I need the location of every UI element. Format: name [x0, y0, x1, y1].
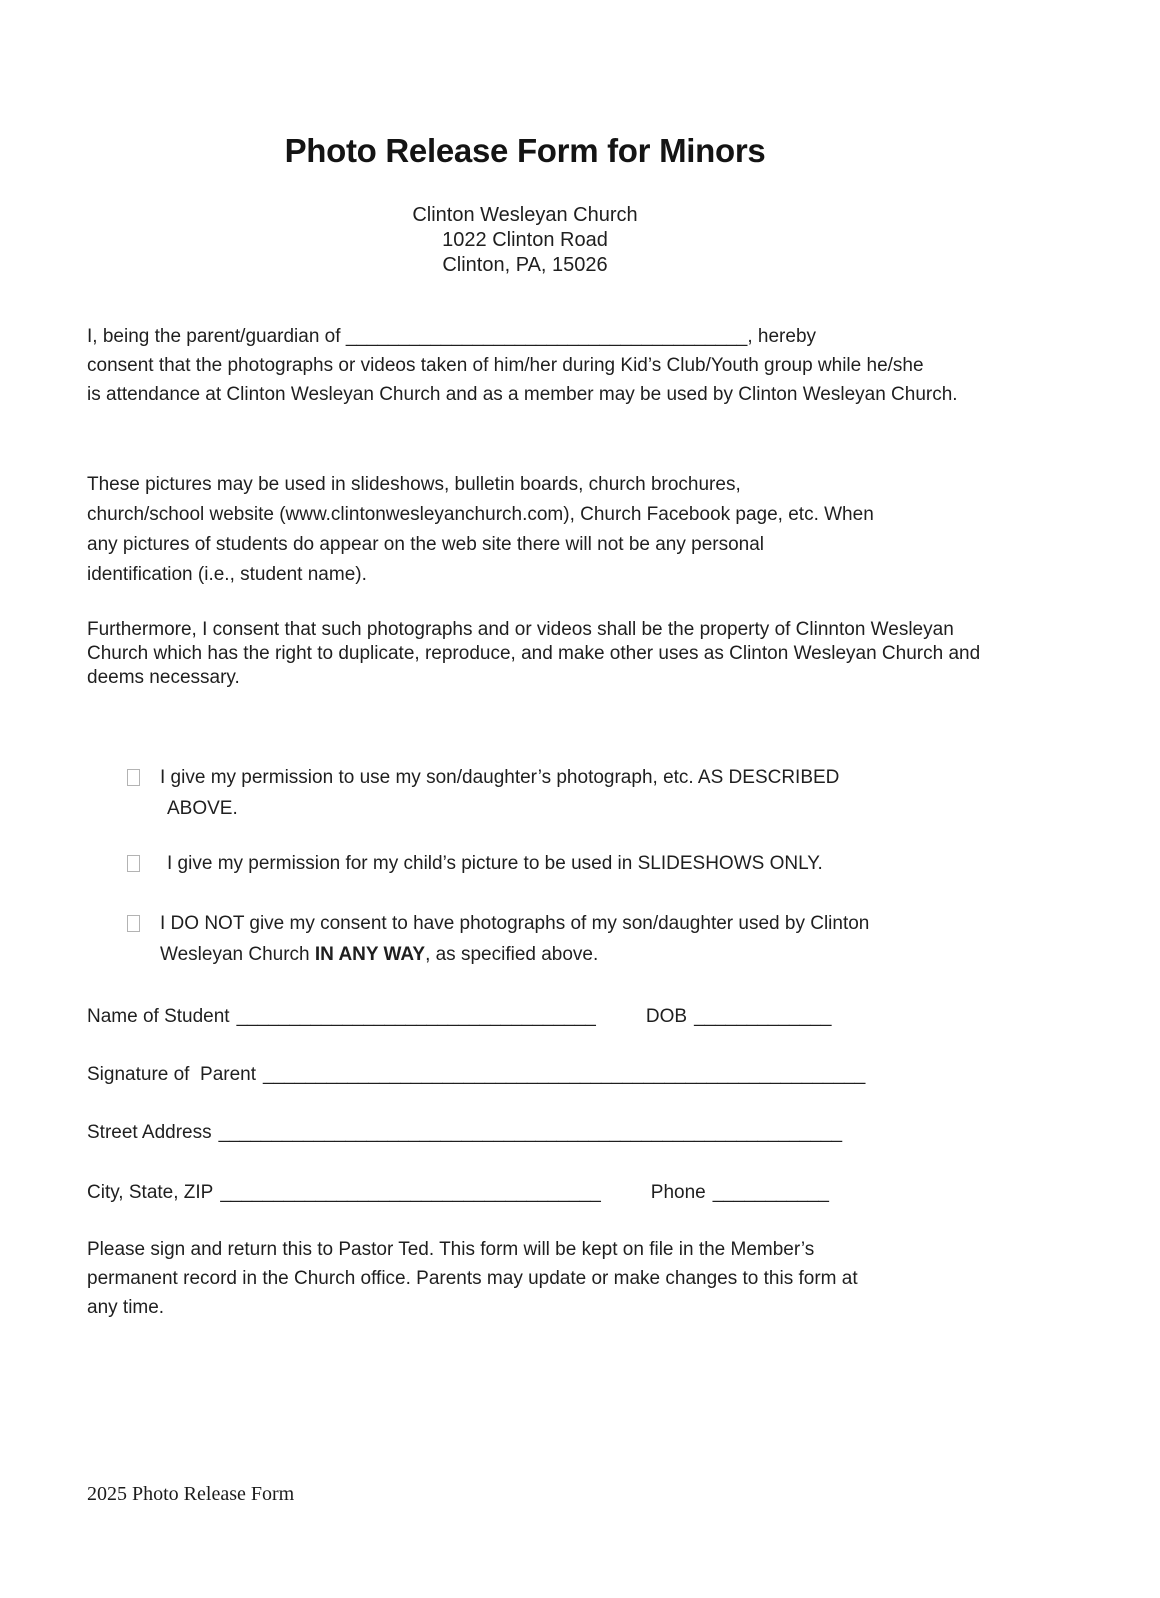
- option-1-line-2: ABOVE.: [167, 798, 238, 819]
- student-name-field-row: [87, 1002, 1160, 1032]
- option-3-line-1: I DO NOT give my consent to have photographs of my son/daughter used by Clinton: [160, 913, 870, 934]
- footer-form-name: 2025 Photo Release Form: [87, 1483, 295, 1505]
- property-line-3: deems necessary.: [87, 667, 240, 688]
- street-address-label: Street Address: [87, 1122, 212, 1143]
- parent-guardian-name-blank[interactable]: ______________________________________: [345, 326, 748, 347]
- option-no-consent-text: [160, 908, 869, 970]
- parent-signature-label: Signature of Parent: [87, 1064, 256, 1085]
- closing-line-1: Please sign and return this to Pastor Ted. This form will be kept on file in the Member’s: [87, 1239, 815, 1260]
- usage-line-3: any pictures of students do appear on the web site there will not be any personal: [87, 534, 765, 555]
- option-permission-full-text: [160, 762, 839, 824]
- property-line-2: Church which has the right to duplicate, reproduce, and make other uses as Clinton Wesleyan Church and: [87, 643, 981, 664]
- student-name-blank[interactable]: __________________________________: [236, 1006, 596, 1027]
- usage-line-2: church/school website (www.clintonwesleyanchurch.com), Church Facebook page, etc. When: [87, 504, 874, 525]
- checkbox-icon[interactable]: [127, 855, 140, 872]
- student-name-label: Name of Student: [87, 1006, 230, 1027]
- form-title: Photo Release Form for Minors: [284, 132, 766, 169]
- intro-text-pre: I, being the parent/guardian of: [87, 326, 346, 347]
- option-3-line-2-pre: Wesleyan Church: [160, 944, 315, 965]
- checkbox-icon[interactable]: [127, 769, 140, 786]
- usage-paragraph: [87, 470, 1100, 590]
- usage-line-4: identification (i.e., student name).: [87, 564, 367, 585]
- usage-line-1: These pictures may be used in slideshows, bulletin boards, church brochures,: [87, 474, 741, 495]
- option-no-consent[interactable]: [127, 908, 1100, 970]
- form-header: [0, 0, 1050, 169]
- street-address-field-row: [87, 1118, 1160, 1148]
- city-state-zip-blank[interactable]: ____________________________________: [220, 1182, 601, 1203]
- city-state-zip-field-row: [87, 1178, 1160, 1208]
- closing-line-3: any time.: [87, 1297, 165, 1318]
- property-paragraph: [87, 618, 1100, 690]
- closing-line-2: permanent record in the Church office. Parents may update or make changes to this form at: [87, 1268, 858, 1289]
- intro-text-post: , hereby: [747, 326, 817, 347]
- option-permission-full[interactable]: [127, 762, 1100, 824]
- dob-blank[interactable]: _____________: [694, 1006, 832, 1027]
- intro-paragraph: [87, 322, 1100, 409]
- intro-line-3: is attendance at Clinton Wesleyan Church and as a member may be used by Clinton Wesleyan Church.: [87, 384, 958, 405]
- option-2-line-1: I give my permission for my child’s picture to be used in SLIDESHOWS ONLY.: [167, 853, 823, 874]
- church-street-address: 1022 Clinton Road: [442, 229, 608, 251]
- intro-line-2: consent that the photographs or videos taken of him/her during Kid’s Club/Youth group while he/she: [87, 355, 924, 376]
- parent-signature-blank[interactable]: _________________________________________________________: [263, 1064, 866, 1085]
- property-line-1: Furthermore, I consent that such photographs and or videos shall be the property of Clinnton Wesleyan: [87, 619, 954, 640]
- closing-paragraph: [87, 1235, 1100, 1322]
- option-3-line-2: [160, 939, 869, 970]
- city-state-zip-label: City, State, ZIP: [87, 1182, 214, 1203]
- street-address-blank[interactable]: ___________________________________________________________: [218, 1122, 843, 1143]
- phone-blank[interactable]: ___________: [712, 1182, 829, 1203]
- option-slideshows-only-text: [160, 848, 823, 879]
- parent-signature-field-row: [87, 1060, 1160, 1090]
- dob-label: DOB: [645, 1006, 688, 1027]
- intro-line-1: [87, 322, 1100, 351]
- option-slideshows-only[interactable]: [127, 848, 1100, 879]
- church-name: Clinton Wesleyan Church: [412, 204, 638, 226]
- church-address-block: [0, 203, 1050, 278]
- phone-label: Phone: [650, 1182, 706, 1203]
- option-3-line-2-post: , as specified above.: [425, 944, 599, 965]
- church-city-state-zip: Clinton, PA, 15026: [442, 254, 608, 276]
- option-1-line-1: I give my permission to use my son/daughter’s photograph, etc. AS DESCRIBED: [160, 767, 840, 788]
- checkbox-icon[interactable]: [127, 915, 140, 932]
- option-3-emphasis: IN ANY WAY: [314, 944, 426, 965]
